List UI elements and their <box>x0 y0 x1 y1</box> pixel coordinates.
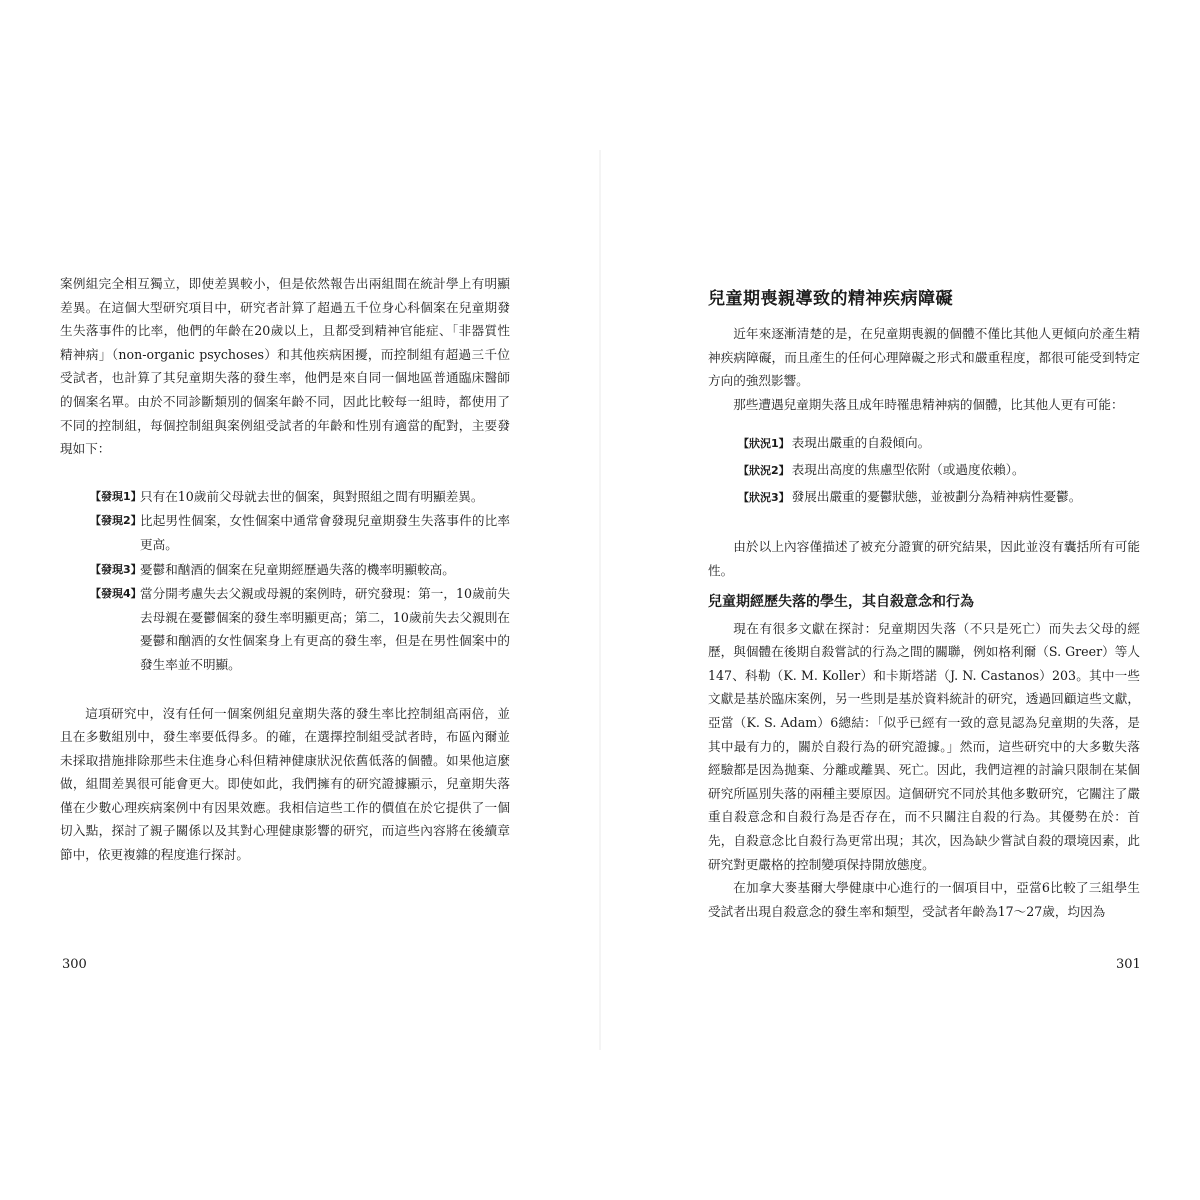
section-heading: 兒童期喪親導致的精神疾病障礙 <box>708 289 953 309</box>
finding-item <box>90 582 510 676</box>
condition-text: 表現出嚴重的自殺傾向。 <box>791 435 931 451</box>
right-paragraph-2: 那些遭遇兒童期失落且成年時罹患精神病的個體，比其他人更有可能： <box>733 396 1124 412</box>
finding-tag: 【發現3】 <box>90 562 142 576</box>
left-paragraph-1: 案例組完全相互獨立，即使差異較小，但是依然報告出兩組間在統計學上有明顯差異。在這個大型研究項目中，研究者計算了超過五千位身心科個案在兒童期發生失落事件的比率，他們的年齡在20歲以上，且都受到精神官能症、「非器質性精神病」（non-organic psychoses）和其他疾病困擾，而控制組有超過三千位受試者，也計算了其兒童期失落的發生率，他們是來自同一個地區普通臨床醫師的個案名單。由於不同診斷類別的個案年齡不同，因此比較每一組時，都使用了不同的控制組，每個控制組與案例組受試者的年齡和性別有適當的配對，主要發現如下： <box>60 276 510 457</box>
condition-text: 表現出高度的焦慮型依附（或過度依賴）。 <box>791 462 1025 478</box>
condition-item <box>738 457 1140 484</box>
finding-item <box>90 509 510 556</box>
finding-tag: 【發現1】 <box>90 489 142 503</box>
book-gutter <box>599 150 601 1050</box>
finding-item <box>90 558 510 582</box>
right-paragraph-3: 由於以上內容僅描述了被充分證實的研究結果，因此並沒有囊括所有可能性。 <box>708 539 1140 578</box>
page-number-left: 300 <box>62 957 87 972</box>
left-paragraph-2: 這項研究中，沒有任何一個案例組兒童期失落的發生率比控制組高兩倍，並且在多數組別中，發生率要低得多。的確，在選擇控制組受試者時，布區內爾並未採取措施排除那些未住進身心科但精神健康狀況依舊低落的個體。如果他這麼做，組間差異很可能會更大。即使如此，我們擁有的研究證據顯示，兒童期失落僅在少數心理疾病案例中有因果效應。我相信這些工作的價值在於它提供了一個切入點，探討了親子關係以及其對心理健康影響的研究，而這些內容將在後續章節中，依更複雜的程度進行探討。 <box>60 705 510 863</box>
condition-text: 發展出嚴重的憂鬱狀態，並被劃分為精神病性憂鬱。 <box>791 489 1082 505</box>
page-number-right: 301 <box>1116 957 1141 972</box>
condition-tag: 【狀況2】 <box>738 464 790 478</box>
right-paragraph-4: 現在有很多文獻在探討：兒童期因失落（不只是死亡）而失去父母的經歷，與個體在後期自殺嘗試的行為之間的關聯，例如格利爾（S. Greer）等人147、科勒（K. M. Koller）和卡斯塔諾（J. N. Castanos）203。其中一些文獻是基於臨床案例，另一些則是基於資料統計的研究，透過回顧這些文獻，亞當（K. S. Adam）6總結：「似乎已經有一致的意見認為兒童期的失落，是其中最有力的，關於自殺行為的研究證據。」然而，這些研究中的大多數失落經驗都是因為拋棄、分離或離異、死亡。因此，我們這裡的討論只限制在某個研究所區別失落的兩種主要原因。這個研究不同於其他多數研究，它關注了嚴重自殺意念和自殺行為是否存在，而不只關注自殺的行為。其優勢在於：首先，自殺意念比自殺行為更常出現；其次，因為缺少嘗試自殺的環境因素，此研究對更嚴格的控制變項保持開放態度。 <box>708 620 1140 872</box>
condition-item <box>738 484 1140 511</box>
right-page <box>708 272 1140 923</box>
right-paragraph-5: 在加拿大麥基爾大學健康中心進行的一個項目中，亞當6比較了三組學生受試者出現自殺意念的發生率和類型，受試者年齡為17～27歲，均因為 <box>708 880 1140 919</box>
left-page <box>60 272 510 867</box>
finding-text: 只有在10歲前父母就去世的個案，與對照組之間有明顯差異。 <box>140 488 484 504</box>
condition-tag: 【狀況3】 <box>738 491 790 505</box>
condition-tag: 【狀況1】 <box>738 437 790 451</box>
right-paragraph-1: 近年來逐漸清楚的是，在兒童期喪親的個體不僅比其他人更傾向於產生精神疾病障礙，而且產生的任何心理障礙之形式和嚴重程度，都很可能受到特定方向的強烈影響。 <box>708 326 1140 389</box>
finding-text: 當分開考慮失去父親或母親的案例時，研究發現：第一，10歲前失去母親在憂鬱個案的發生率明顯更高；第二，10歲前失去父親則在憂鬱和酗酒的女性個案身上有更高的發生率，但是在男性個案中的發生率並不明顯。 <box>140 586 510 672</box>
finding-text: 比起男性個案，女性個案中通常會發現兒童期發生失落事件的比率更高。 <box>140 513 510 552</box>
subsection-heading: 兒童期經歷失落的學生，其自殺意念和行為 <box>708 593 974 610</box>
finding-tag: 【發現4】 <box>90 587 142 601</box>
condition-item <box>738 430 1140 457</box>
finding-item <box>90 485 510 509</box>
finding-text: 憂鬱和酗酒的個案在兒童期經歷過失落的機率明顯較高。 <box>140 561 455 577</box>
findings-list <box>60 485 510 677</box>
finding-tag: 【發現2】 <box>90 514 142 528</box>
conditions-list <box>708 430 1140 511</box>
